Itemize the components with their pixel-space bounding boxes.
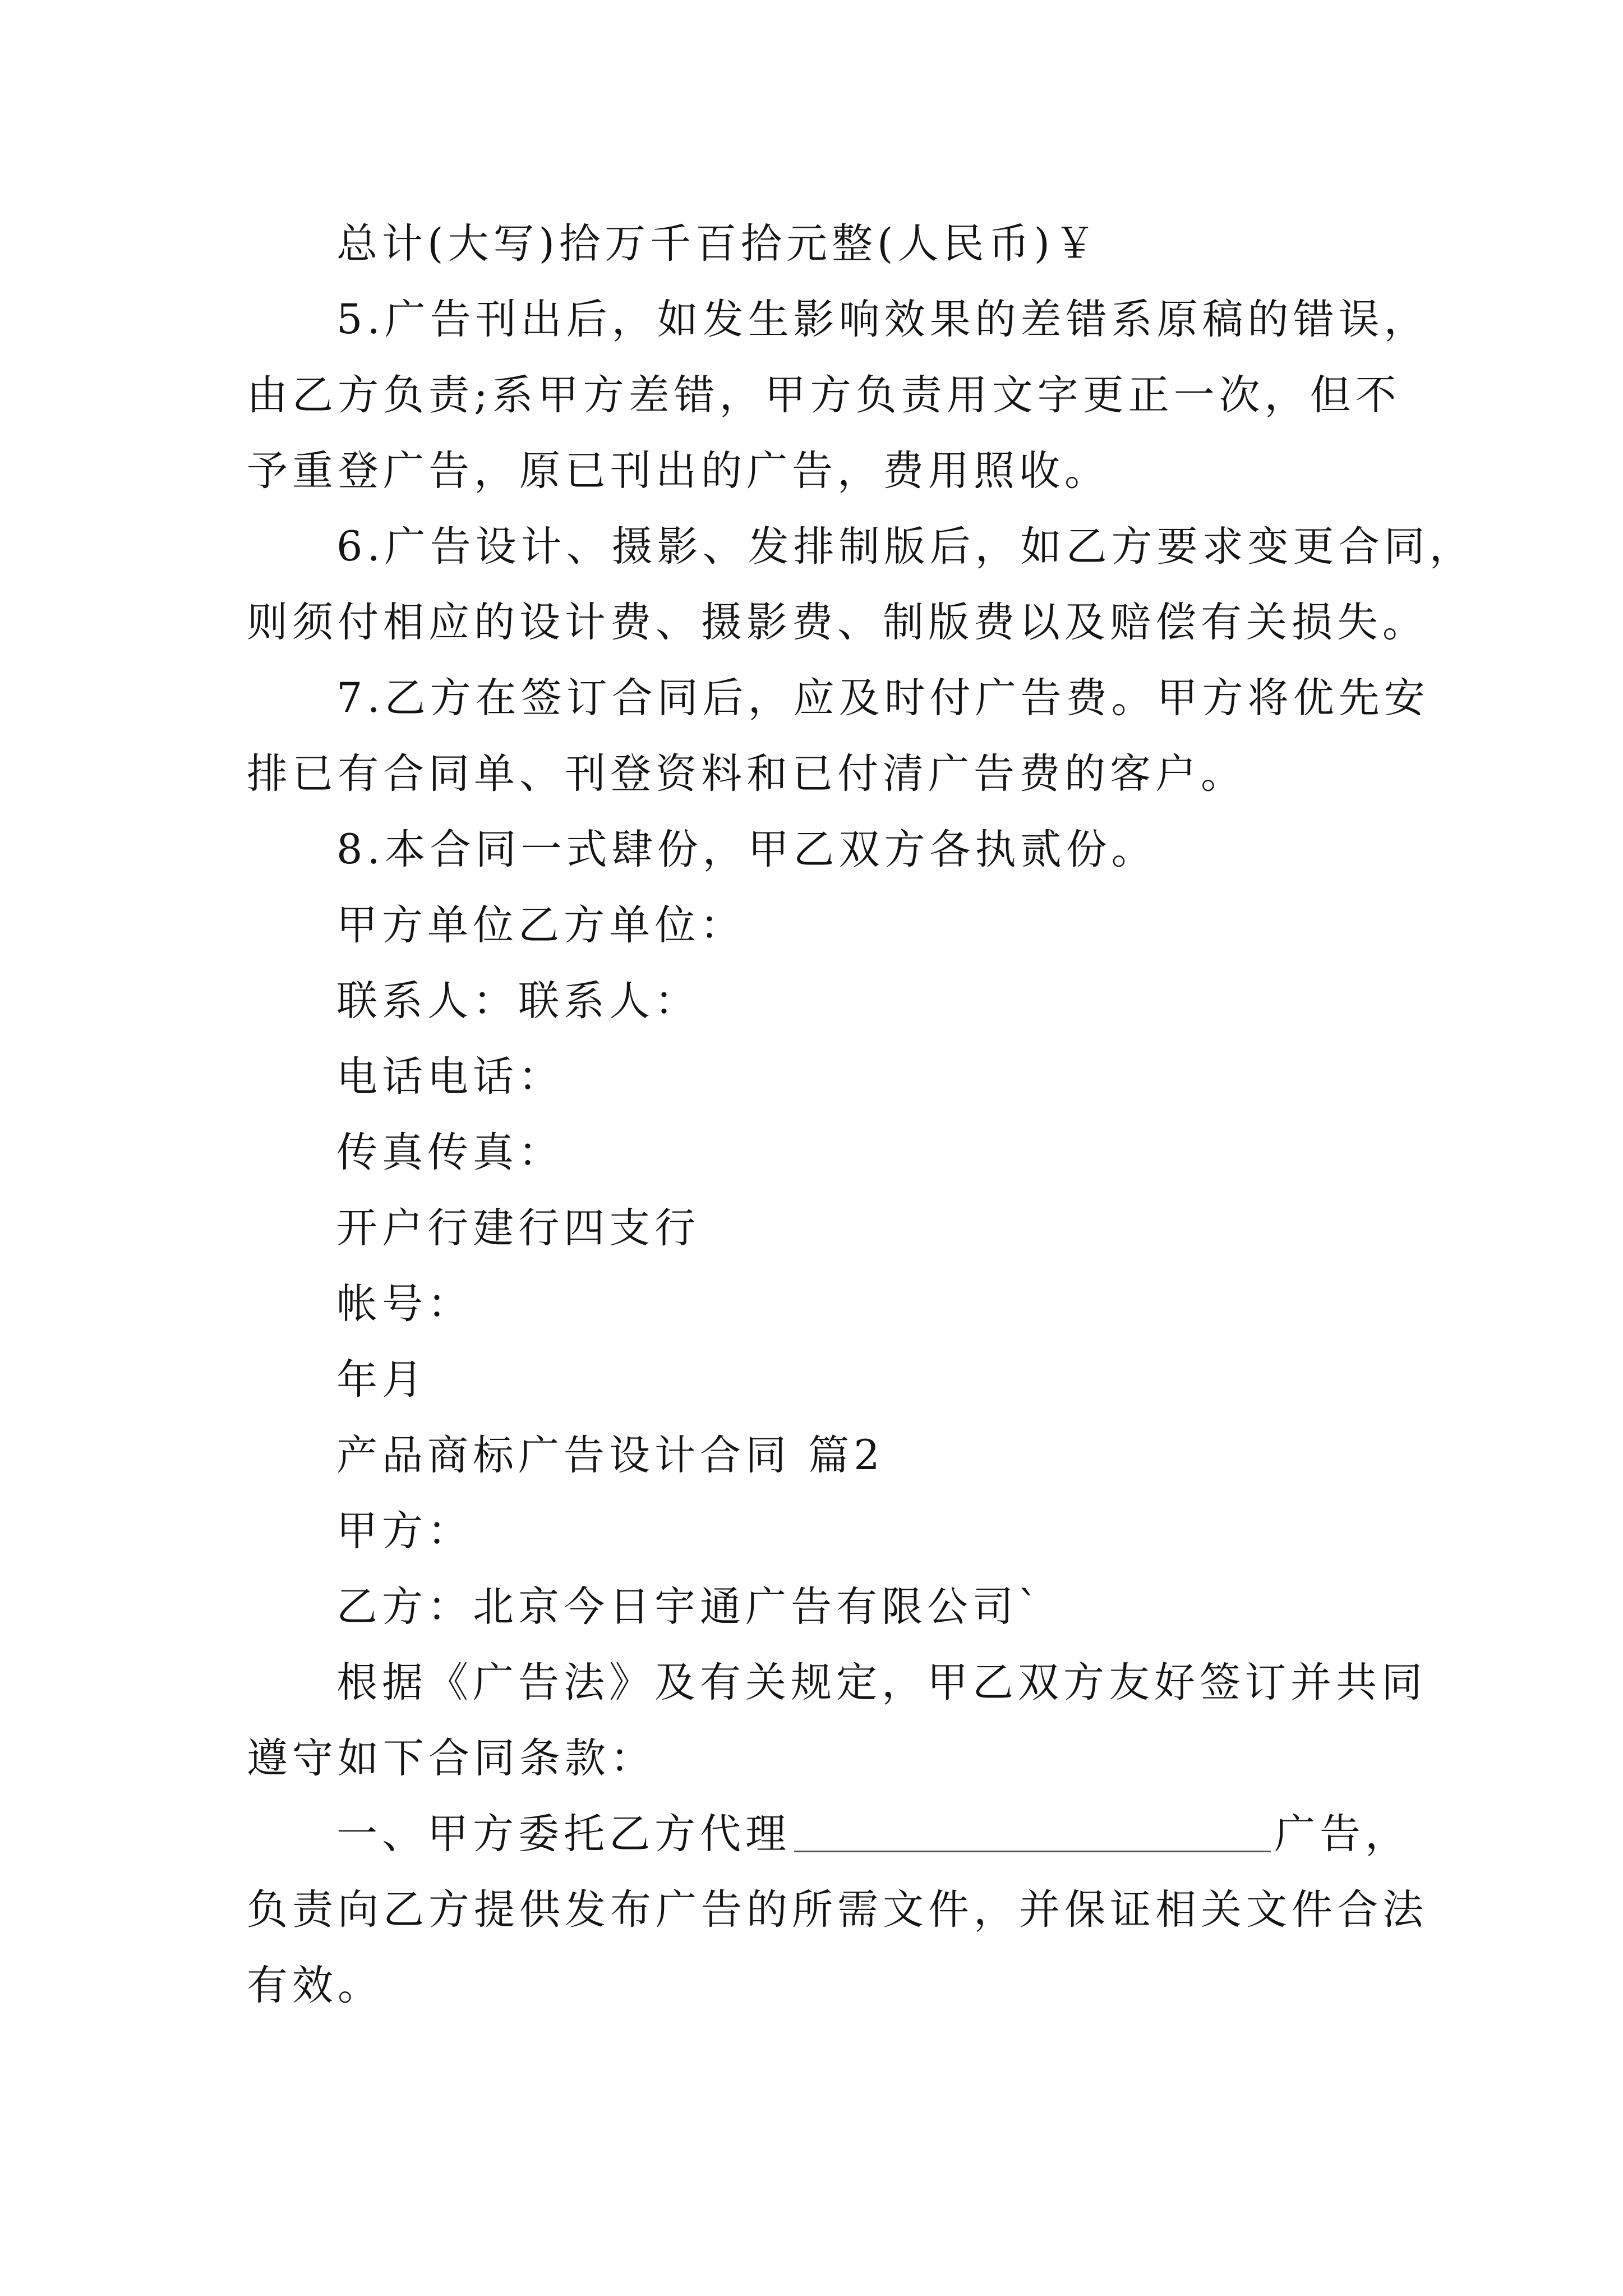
clause-5-line-3: 予重登广告，原已刊出的广告，费用照收。 <box>247 447 1110 495</box>
fill-in-blank <box>794 1848 1271 1852</box>
fax-line: 传真传真： <box>336 1129 564 1176</box>
article-1-suffix: 广告， <box>1274 1810 1410 1858</box>
clause-6-line-2: 则须付相应的设计费、摄影费、制版费以及赔偿有关损失。 <box>247 599 1428 646</box>
clause-6-line-1: 6.广告设计、摄影、发排制版后，如乙方要求变更合同， <box>336 523 1475 570</box>
party-units-line: 甲方单位乙方单位： <box>336 901 745 949</box>
section-title: 产品商标广告设计合同 篇2 <box>336 1432 884 1479</box>
article-1-line-3: 有效。 <box>247 1962 383 2009</box>
clause-8-line: 8.本合同一式肆份，甲乙双方各执贰份。 <box>336 826 1157 873</box>
contact-person-line: 联系人：联系人： <box>336 977 700 1025</box>
article-1-line-1 <box>336 1810 1410 1858</box>
bank-line: 开户行建行四支行 <box>336 1204 700 1252</box>
article-1-line-2: 负责向乙方提供发布广告的所需文件，并保证相关文件合法 <box>247 1886 1428 1934</box>
preamble-line-1: 根据《广告法》及有关规定，甲乙双方友好签订并共同 <box>336 1659 1427 1706</box>
article-1-prefix: 一、甲方委托乙方代理 <box>336 1810 791 1858</box>
account-line: 帐号： <box>336 1280 473 1328</box>
date-line: 年月 <box>336 1356 427 1404</box>
party-a-line: 甲方： <box>336 1507 473 1555</box>
total-amount-line: 总计(大写)拾万千百拾元整(人民币)￥ <box>336 220 1100 268</box>
preamble-line-2: 遵守如下合同条款： <box>247 1734 656 1782</box>
clause-7-line-1: 7.乙方在签订合同后，应及时付广告费。甲方将优先安 <box>336 674 1430 722</box>
clause-5-line-2: 由乙方负责;系甲方差错，甲方负责用文字更正一次，但不 <box>247 371 1401 419</box>
clause-5-line-1: 5.广告刊出后，如发生影响效果的差错系原稿的错误， <box>336 296 1430 343</box>
phone-line: 电话电话： <box>336 1053 564 1101</box>
clause-7-line-2: 排已有合同单、刊登资料和已付清广告费的客户。 <box>247 750 1246 798</box>
party-b-line: 乙方：北京今日宇通广告有限公司` <box>336 1583 1043 1631</box>
